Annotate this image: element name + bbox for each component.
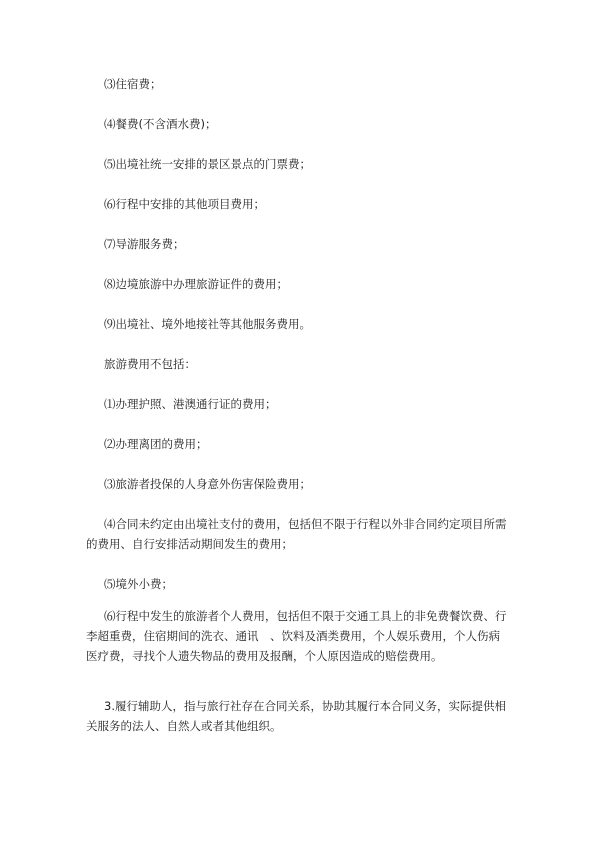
fee-item-other: ⑹行程中安排的其他项目费用； <box>104 197 265 211</box>
excluded-heading: 旅游费用不包括： <box>104 357 196 371</box>
excluded-item-insurance: ⑶旅游者投保的人身意外伤害保险费用； <box>104 477 311 491</box>
excluded-item-personal: ⑹行程中发生的旅游者个人费用，包括但不限于交通工具上的非免费餐饮费、行李超重费，住宿期间的洗衣、通讯 、饮料及酒类费用，个人娱乐费用，个人伤病医疗费，寻找个人遗失物品的费用及报酬，个人原因造成的赔偿费用。 <box>86 609 507 663</box>
excluded-item-unagreed: ⑷合同未约定由出境社支付的费用，包括但不限于行程以外非合同约定项目所需的费用、自行安排活动期间发生的费用； <box>86 517 507 551</box>
fee-item-guide: ⑺导游服务费； <box>104 237 185 251</box>
fee-item-meals: ⑷餐费(不含酒水费)； <box>104 117 217 131</box>
fee-item-border-docs: ⑻边境旅游中办理旅游证件的费用； <box>104 277 288 291</box>
excluded-item-leave-group: ⑵办理离团的费用； <box>104 437 208 451</box>
fee-item-lodging: ⑶住宿费； <box>104 77 162 91</box>
fee-item-tickets: ⑸出境社统一安排的景区景点的门票费； <box>104 157 311 171</box>
fee-item-service: ⑼出境社、境外地接社等其他服务费用。 <box>104 317 311 331</box>
definition-performance-assistant: 3.履行辅助人，指与旅行社存在合同关系，协助其履行本合同义务，实际提供相关服务的法人、自然人或者其他组织。 <box>86 699 506 733</box>
excluded-item-passport: ⑴办理护照、港澳通行证的费用； <box>104 397 277 411</box>
excluded-item-tips: ⑸境外小费； <box>104 577 173 591</box>
